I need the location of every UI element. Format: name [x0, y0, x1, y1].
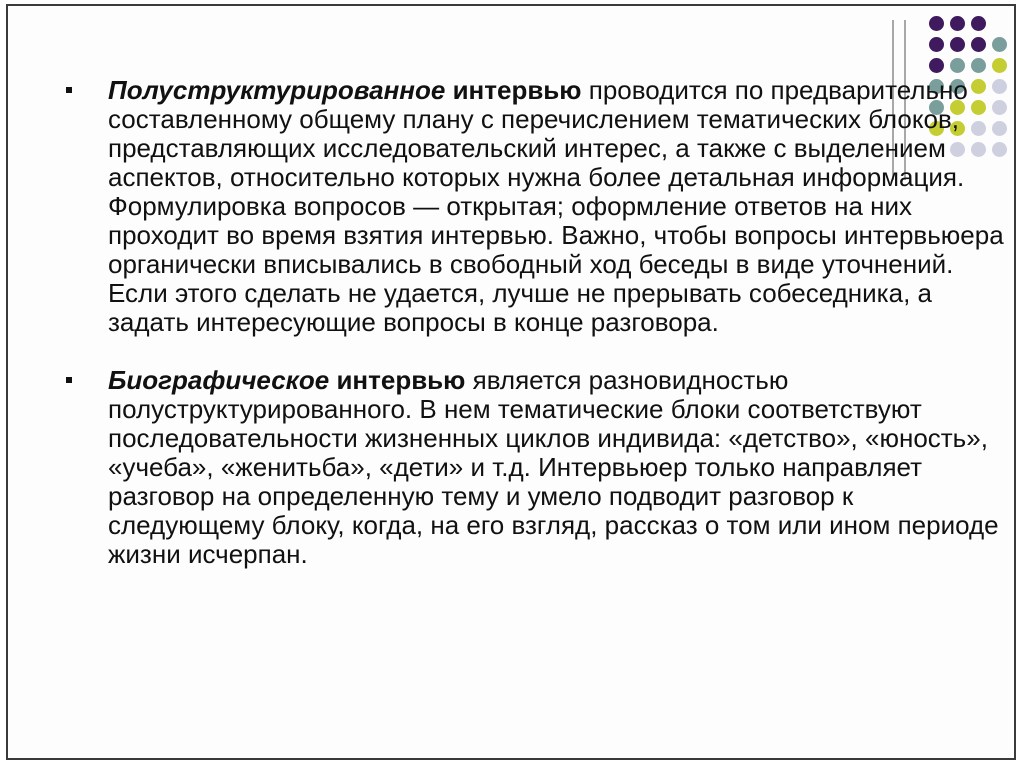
term-italic: Биографическое [108, 365, 330, 395]
dot-empty [908, 58, 923, 73]
term-italic: Полуструктурированное [108, 75, 446, 105]
dot-purple [971, 37, 986, 52]
paragraph-semi-structured-interview [66, 76, 1006, 337]
paragraph-text: является разновидностью полуструктурированного. В нем тематические блоки соответствуют последовательности жизненных циклов индивида: «детство», «юность», «учеба», «женитьба», «дети» и т.д. Интервьюер только направляет разговор на определенную тему и умело подводит разговор к следующему блоку, когда, на его взгляд, рассказ о том или ином периоде жизни исчерпан. [108, 365, 999, 569]
paragraph-text: проводится по предварительно составленному общему плану с перечислением тематических блоков, представляющих исследовательский интерес, а также с выделением аспектов, относительно которых нужна более детальная информация. Формулировка вопросов — открытая; оформление ответов на них проходит во время взятия интервью. Важно, чтобы вопросы интервьюера органически вписывались в свободный ход беседы в виде уточнений. Если этого сделать не удается, лучше не прерывать собеседника, а задать интересующие вопросы в конце разговора. [108, 75, 1004, 337]
dot-purple [929, 58, 944, 73]
term-bold: интервью [452, 75, 582, 105]
dot-purple [929, 16, 944, 31]
dot-teal [971, 58, 986, 73]
slide-body [66, 76, 1006, 569]
term-bold: интервью [336, 365, 466, 395]
dot-purple [971, 16, 986, 31]
dot-empty [992, 16, 1007, 31]
bullet-icon [66, 377, 72, 383]
dot-empty [908, 16, 923, 31]
slide [6, 4, 1016, 760]
bullet-icon [66, 87, 72, 93]
dot-purple [950, 16, 965, 31]
dot-teal [992, 37, 1007, 52]
dot-empty [908, 37, 923, 52]
paragraph-biographical-interview [66, 366, 1006, 569]
dot-lime [992, 58, 1007, 73]
dot-purple [929, 37, 944, 52]
dot-teal [950, 58, 965, 73]
dot-purple [950, 37, 965, 52]
